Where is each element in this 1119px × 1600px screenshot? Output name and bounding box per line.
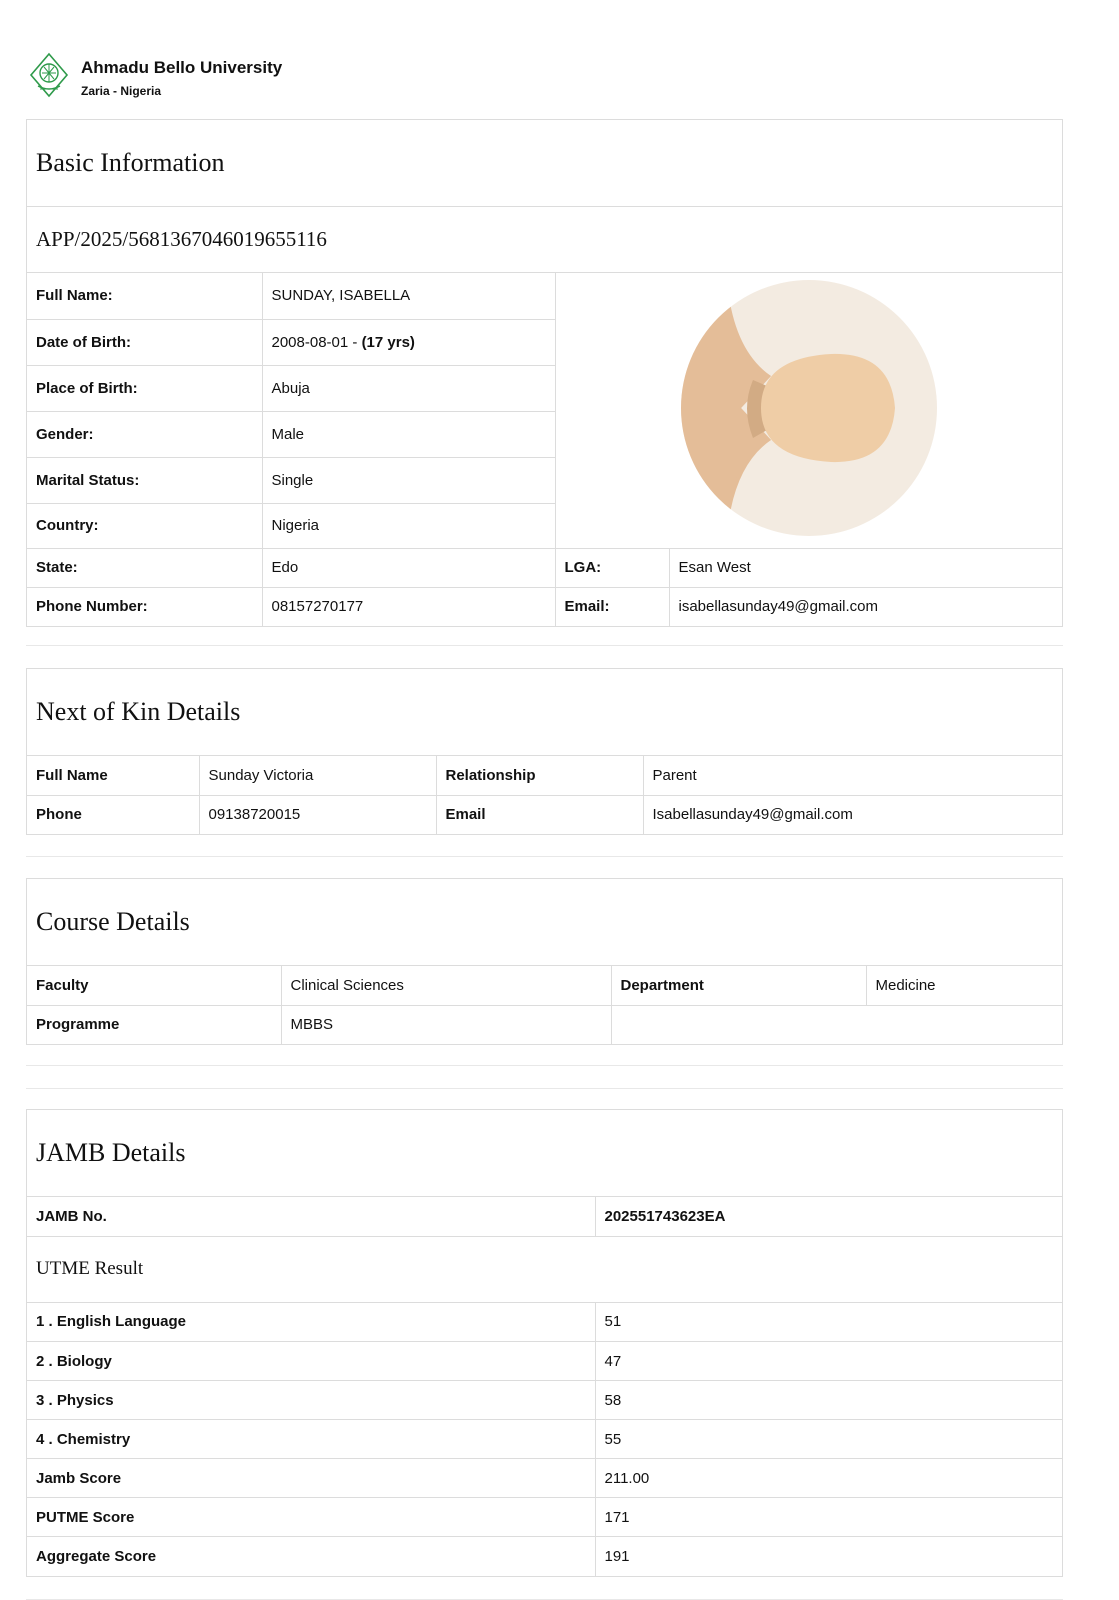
section-divider	[26, 1088, 1063, 1089]
kin-relationship-label: Relationship	[436, 756, 643, 795]
dob-value	[262, 319, 555, 365]
university-location: Zaria - Nigeria	[81, 84, 162, 98]
section-divider	[26, 856, 1063, 857]
gender-value: Male	[262, 411, 555, 457]
kin-email-label: Email	[436, 795, 643, 834]
utme-result-title: UTME Result	[27, 1237, 1062, 1303]
age-value: (17 yrs)	[361, 333, 415, 351]
country-value: Nigeria	[262, 503, 555, 548]
department-label: Department	[611, 966, 866, 1005]
result-row	[27, 1303, 1062, 1342]
faculty-label: Faculty	[27, 966, 281, 1005]
course-details-title: Course Details	[27, 879, 1062, 966]
kin-phone-value: 09138720015	[199, 795, 436, 834]
programme-label: Programme	[27, 1005, 281, 1044]
result-subject: Aggregate Score	[27, 1537, 595, 1576]
university-crest-logo	[26, 52, 72, 98]
jamb-no-label: JAMB No.	[27, 1197, 595, 1236]
course-details-table	[27, 966, 1062, 1044]
result-row	[27, 1420, 1062, 1459]
lga-value: Esan West	[669, 548, 1062, 587]
full-name-value: SUNDAY, ISABELLA	[262, 273, 555, 319]
next-of-kin-title: Next of Kin Details	[27, 669, 1062, 756]
pob-label: Place of Birth:	[27, 365, 262, 411]
course-details-card	[26, 878, 1063, 1045]
dob-label: Date of Birth:	[27, 319, 262, 365]
faculty-value: Clinical Sciences	[281, 966, 611, 1005]
pob-value: Abuja	[262, 365, 555, 411]
result-score: 171	[595, 1498, 1062, 1537]
gender-label: Gender:	[27, 411, 262, 457]
programme-value: MBBS	[281, 1005, 611, 1044]
lga-label: LGA:	[555, 548, 669, 587]
result-subject: Jamb Score	[27, 1459, 595, 1498]
jamb-number-table	[27, 1197, 1062, 1237]
email-value: isabellasunday49@gmail.com	[669, 587, 1062, 626]
result-row	[27, 1498, 1062, 1537]
kin-email-value: Isabellasunday49@gmail.com	[643, 795, 1062, 834]
application-number: APP/2025/5681367046019655116	[27, 207, 1062, 273]
country-label: Country:	[27, 503, 262, 548]
email-label: Email:	[555, 587, 669, 626]
empty-cell	[611, 1005, 1062, 1044]
marital-status-label: Marital Status:	[27, 457, 262, 503]
state-value: Edo	[262, 548, 555, 587]
university-name: Ahmadu Bello University	[81, 58, 283, 77]
avatar-placeholder-icon	[681, 280, 937, 536]
next-of-kin-table	[27, 756, 1062, 834]
jamb-details-card	[26, 1109, 1063, 1577]
jamb-no-value: 202551743623EA	[595, 1197, 1062, 1236]
basic-information-card	[26, 119, 1063, 627]
applicant-photo	[555, 273, 1062, 548]
result-row	[27, 1459, 1062, 1498]
marital-status-value: Single	[262, 457, 555, 503]
phone-value: 08157270177	[262, 587, 555, 626]
basic-information-title: Basic Information	[27, 120, 1062, 207]
result-score: 47	[595, 1342, 1062, 1381]
kin-full-name-value: Sunday Victoria	[199, 756, 436, 795]
result-score: 191	[595, 1537, 1062, 1576]
result-row	[27, 1537, 1062, 1576]
result-subject: 3 . Physics	[27, 1381, 595, 1420]
kin-full-name-label: Full Name	[27, 756, 199, 795]
dob-date: 2008-08-01 -	[271, 333, 362, 351]
phone-label: Phone Number:	[27, 587, 262, 626]
result-subject: 2 . Biology	[27, 1342, 595, 1381]
result-score: 58	[595, 1381, 1062, 1420]
jamb-details-title: JAMB Details	[27, 1110, 1062, 1197]
result-subject: 4 . Chemistry	[27, 1420, 595, 1459]
result-row	[27, 1342, 1062, 1381]
result-score: 55	[595, 1420, 1062, 1459]
state-label: State:	[27, 548, 262, 587]
result-subject: PUTME Score	[27, 1498, 595, 1537]
full-name-label: Full Name:	[27, 273, 262, 319]
department-value: Medicine	[866, 966, 1062, 1005]
section-divider	[26, 645, 1063, 646]
next-of-kin-card	[26, 668, 1063, 835]
kin-relationship-value: Parent	[643, 756, 1062, 795]
result-row	[27, 1381, 1062, 1420]
result-score: 51	[595, 1303, 1062, 1342]
section-divider	[26, 1065, 1063, 1066]
result-subject: 1 . English Language	[27, 1303, 595, 1342]
utme-results-table	[27, 1303, 1062, 1576]
result-score: 211.00	[595, 1459, 1062, 1498]
kin-phone-label: Phone	[27, 795, 199, 834]
basic-information-table	[27, 273, 1062, 626]
page-header	[26, 52, 426, 100]
